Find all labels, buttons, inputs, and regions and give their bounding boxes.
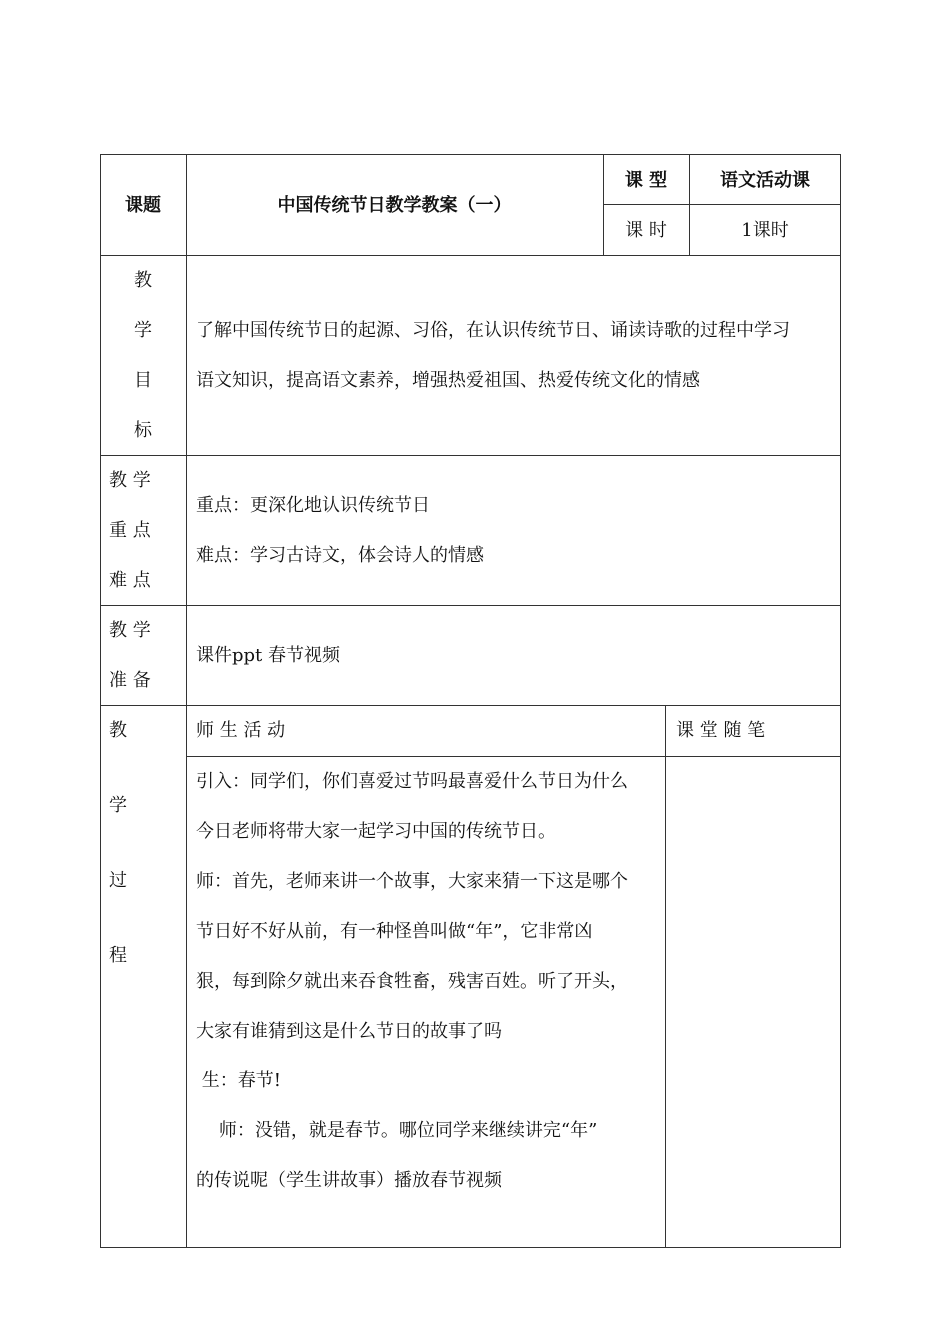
process-text-line: 狠，每到除夕就出来吞食牲畜，残害百姓。听了开头，	[196, 971, 628, 992]
col-divider-notes	[665, 705, 666, 1248]
preparation-label-line: 准 备	[109, 670, 151, 691]
process-text-line: 节日好不好从前，有一种怪兽叫做“年”，它非常凶	[196, 921, 593, 942]
keypoints-label-line: 重 点	[109, 520, 151, 541]
process-label-char: 过	[109, 870, 127, 891]
objectives-label-char: 教	[134, 270, 152, 291]
keypoints-label-line: 教 学	[109, 470, 151, 491]
process-text-line: 生：春节!	[196, 1070, 281, 1091]
lesson-type-label: 课 型	[624, 170, 668, 191]
row-divider-preparation	[100, 705, 841, 706]
process-text-line: 大家有谁猜到这是什么节日的故事了吗	[196, 1021, 502, 1042]
keypoint-line: 重点：更深化地认识传统节日	[196, 495, 430, 516]
preparation-label-line: 教 学	[109, 620, 151, 641]
process-label-char: 程	[109, 945, 127, 966]
process-text-line: 引入：同学们，你们喜爱过节吗最喜爱什么节日为什么	[196, 771, 628, 792]
row-divider-objectives	[100, 455, 841, 456]
process-label-char: 学	[109, 795, 127, 816]
topic-label: 课题	[125, 195, 161, 216]
row-divider-header-right	[603, 204, 841, 205]
notes-column-header: 课 堂 随 笔	[676, 720, 766, 741]
objectives-text-line: 语文知识，提高语文素养，增强热爱祖国、热爱传统文化的情感	[196, 370, 700, 391]
process-text-line: 的传说呢（学生讲故事）播放春节视频	[196, 1170, 502, 1191]
process-label-char: 教	[109, 720, 127, 741]
row-divider-process-header	[186, 756, 841, 757]
objectives-text-line: 了解中国传统节日的起源、习俗，在认识传统节日、诵读诗歌的过程中学习	[196, 320, 790, 341]
lesson-type-value: 语文活动课	[720, 170, 810, 191]
activity-column-header: 师 生 活 动	[196, 720, 286, 741]
keypoints-label-line: 难 点	[109, 570, 151, 591]
process-text-line: 今日老师将带大家一起学习中国的传统节日。	[196, 821, 556, 842]
process-text-line: 师：首先，老师来讲一个故事，大家来猜一下这是哪个	[196, 871, 628, 892]
objectives-label-char: 标	[134, 420, 152, 441]
process-text-line: 师：没错，就是春节。哪位同学来继续讲完“年”	[196, 1120, 598, 1141]
objectives-label-char: 目	[134, 370, 152, 391]
topic-title: 中国传统节日教学教案（一）	[277, 195, 512, 216]
row-divider-keypoints	[100, 605, 841, 606]
difficulty-line: 难点：学习古诗文，体会诗人的情感	[196, 545, 484, 566]
lesson-hours-label: 课 时	[625, 220, 667, 241]
preparation-content: 课件ppt 春节视频	[196, 645, 340, 666]
objectives-label-char: 学	[134, 320, 152, 341]
row-divider-header	[100, 255, 841, 256]
lesson-hours-value: 1课时	[741, 220, 789, 241]
col-divider-label	[186, 154, 187, 1248]
